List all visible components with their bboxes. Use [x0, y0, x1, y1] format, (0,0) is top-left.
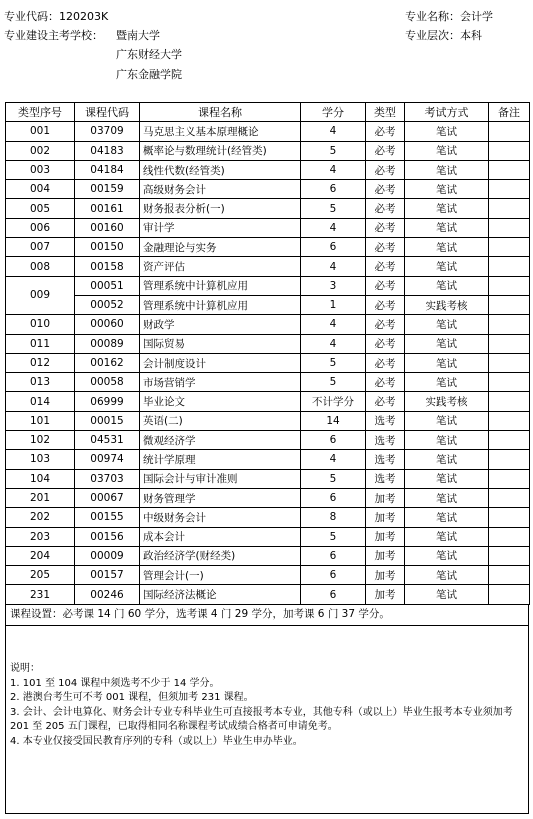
code-cell: 00015 [75, 411, 140, 430]
remark-cell [489, 373, 530, 392]
name-cell: 毕业论文 [140, 392, 301, 411]
code-cell: 03703 [75, 469, 140, 488]
seq-cell: 104 [6, 469, 75, 488]
name-cell: 马克思主义基本原理概论 [140, 122, 301, 141]
exam-cell: 笔试 [405, 160, 489, 179]
table-row [6, 160, 530, 179]
credit-cell: 3 [301, 276, 366, 295]
exam-cell: 笔试 [405, 488, 489, 507]
type-cell: 选考 [366, 450, 405, 469]
column-header: 类型序号 [6, 103, 75, 122]
major-code: 专业代码：120203K [4, 10, 109, 23]
credit-cell: 6 [301, 431, 366, 450]
code-cell: 00052 [75, 295, 140, 314]
remark-cell [489, 238, 530, 257]
seq-cell: 001 [6, 122, 75, 141]
code-cell: 00051 [75, 276, 140, 295]
remark-cell [489, 431, 530, 450]
credit-cell: 4 [301, 122, 366, 141]
code-cell: 04184 [75, 160, 140, 179]
name-cell: 财政学 [140, 315, 301, 334]
name-cell: 市场营销学 [140, 373, 301, 392]
seq-cell: 231 [6, 585, 75, 604]
seq-cell: 005 [6, 199, 75, 218]
remark-cell [489, 160, 530, 179]
name-cell: 高级财务会计 [140, 180, 301, 199]
remark-cell [489, 295, 530, 314]
exam-cell: 笔试 [405, 373, 489, 392]
name-cell: 财务报表分析(一) [140, 199, 301, 218]
name-cell: 资产评估 [140, 257, 301, 276]
remark-cell [489, 141, 530, 160]
name-cell: 微观经济学 [140, 431, 301, 450]
code-cell: 00157 [75, 566, 140, 585]
exam-cell: 笔试 [405, 469, 489, 488]
type-cell: 必考 [366, 373, 405, 392]
table-row [6, 508, 530, 527]
type-cell: 必考 [366, 199, 405, 218]
credit-cell: 6 [301, 585, 366, 604]
column-header: 学分 [301, 103, 366, 122]
table-row [6, 295, 530, 314]
column-header: 课程名称 [140, 103, 301, 122]
type-cell: 加考 [366, 546, 405, 565]
type-cell: 选考 [366, 469, 405, 488]
seq-cell: 010 [6, 315, 75, 334]
note-item: 3. 会计、会计电算化、财务会计专业专科毕业生可直接报考本专业，其他专科（或以上）毕业生报考本专业须加考 201 至 205 五门课程，已取得相同名称课程考试成绩合格者可申请免考。 [10, 706, 513, 732]
credit-cell: 5 [301, 373, 366, 392]
type-cell: 必考 [366, 257, 405, 276]
table-row [6, 566, 530, 585]
seq-cell: 204 [6, 546, 75, 565]
seq-cell: 203 [6, 527, 75, 546]
code-cell: 00974 [75, 450, 140, 469]
exam-cell: 笔试 [405, 218, 489, 237]
school-3: 广东金融学院 [116, 68, 182, 81]
column-header: 备注 [489, 103, 530, 122]
seq-cell: 006 [6, 218, 75, 237]
name-cell: 中级财务会计 [140, 508, 301, 527]
seq-cell: 101 [6, 411, 75, 430]
table-row [6, 488, 530, 507]
table-row [6, 141, 530, 160]
code-cell: 06999 [75, 392, 140, 411]
name-cell: 概率论与数理统计(经管类) [140, 141, 301, 160]
credit-cell: 5 [301, 141, 366, 160]
exam-cell: 笔试 [405, 257, 489, 276]
table-row [6, 527, 530, 546]
school-1: 暨南大学 [116, 29, 160, 42]
exam-cell: 笔试 [405, 334, 489, 353]
table-row [6, 180, 530, 199]
exam-cell: 笔试 [405, 585, 489, 604]
remark-cell [489, 218, 530, 237]
name-cell: 管理系统中计算机应用 [140, 276, 301, 295]
exam-cell: 笔试 [405, 546, 489, 565]
credit-cell: 14 [301, 411, 366, 430]
type-cell: 必考 [366, 353, 405, 372]
type-cell: 必考 [366, 141, 405, 160]
exam-cell: 笔试 [405, 566, 489, 585]
table-row [6, 450, 530, 469]
table-row [6, 276, 530, 295]
code-cell: 00162 [75, 353, 140, 372]
table-row [6, 392, 530, 411]
name-cell: 金融理论与实务 [140, 238, 301, 257]
credit-cell: 6 [301, 180, 366, 199]
code-cell: 00009 [75, 546, 140, 565]
type-cell: 必考 [366, 160, 405, 179]
credit-cell: 6 [301, 238, 366, 257]
code-cell: 04183 [75, 141, 140, 160]
exam-cell: 笔试 [405, 431, 489, 450]
type-cell: 加考 [366, 566, 405, 585]
type-cell: 必考 [366, 315, 405, 334]
seq-cell: 009 [6, 276, 75, 315]
remark-cell [489, 546, 530, 565]
credit-cell: 5 [301, 469, 366, 488]
exam-cell: 笔试 [405, 141, 489, 160]
name-cell: 国际会计与审计准则 [140, 469, 301, 488]
table-row [6, 469, 530, 488]
course-table [5, 102, 530, 605]
remark-cell [489, 527, 530, 546]
remark-cell [489, 488, 530, 507]
note-item: 2. 港澳台考生可不考 001 课程，但须加考 231 课程。 [10, 692, 254, 703]
code-cell: 00089 [75, 334, 140, 353]
column-header: 类型 [366, 103, 405, 122]
column-header: 课程代码 [75, 103, 140, 122]
credit-cell: 4 [301, 334, 366, 353]
remark-cell [489, 585, 530, 604]
name-cell: 管理会计(一) [140, 566, 301, 585]
exam-cell: 实践考核 [405, 392, 489, 411]
credit-cell: 8 [301, 508, 366, 527]
table-row [6, 238, 530, 257]
code-cell: 00156 [75, 527, 140, 546]
remark-cell [489, 392, 530, 411]
course-summary: 课程设置：必考课 14 门 60 学分，选考课 4 门 29 学分，加考课 6 门 37 学分。 [10, 608, 390, 620]
name-cell: 国际经济法概论 [140, 585, 301, 604]
type-cell: 选考 [366, 411, 405, 430]
code-cell: 00160 [75, 218, 140, 237]
name-cell: 会计制度设计 [140, 353, 301, 372]
exam-cell: 笔试 [405, 180, 489, 199]
credit-cell: 4 [301, 218, 366, 237]
seq-cell: 013 [6, 373, 75, 392]
credit-cell: 4 [301, 315, 366, 334]
remark-cell [489, 257, 530, 276]
seq-cell: 205 [6, 566, 75, 585]
remark-cell [489, 276, 530, 295]
table-row [6, 546, 530, 565]
type-cell: 必考 [366, 295, 405, 314]
code-cell: 00161 [75, 199, 140, 218]
type-cell: 必考 [366, 122, 405, 141]
table-row [6, 334, 530, 353]
table-header-row [6, 103, 530, 122]
note-item: 1. 101 至 104 课程中须选考不少于 14 学分。 [10, 677, 220, 689]
exam-cell: 笔试 [405, 315, 489, 334]
credit-cell: 4 [301, 450, 366, 469]
name-cell: 管理系统中计算机应用 [140, 295, 301, 314]
code-cell: 00159 [75, 180, 140, 199]
column-header: 考试方式 [405, 103, 489, 122]
code-cell: 00246 [75, 585, 140, 604]
type-cell: 选考 [366, 431, 405, 450]
remark-cell [489, 122, 530, 141]
exam-cell: 笔试 [405, 199, 489, 218]
name-cell: 线性代数(经管类) [140, 160, 301, 179]
credit-cell: 5 [301, 199, 366, 218]
table-row [6, 257, 530, 276]
type-cell: 必考 [366, 276, 405, 295]
remark-cell [489, 508, 530, 527]
exam-cell: 笔试 [405, 353, 489, 372]
name-cell: 统计学原理 [140, 450, 301, 469]
credit-cell: 6 [301, 488, 366, 507]
note-item: 4. 本专业仅接受国民教育序列的专科（或以上）毕业生申办毕业。 [10, 735, 303, 747]
seq-cell: 002 [6, 141, 75, 160]
notes-section [10, 662, 524, 749]
exam-cell: 笔试 [405, 238, 489, 257]
name-cell: 成本会计 [140, 527, 301, 546]
name-cell: 国际贸易 [140, 334, 301, 353]
table-row [6, 373, 530, 392]
type-cell: 加考 [366, 585, 405, 604]
schools-label: 专业建设主考学校： [4, 29, 103, 42]
exam-cell: 笔试 [405, 122, 489, 141]
major-name: 专业名称：会计学 [405, 10, 493, 23]
credit-cell: 5 [301, 527, 366, 546]
seq-cell: 201 [6, 488, 75, 507]
seq-cell: 014 [6, 392, 75, 411]
code-cell: 00067 [75, 488, 140, 507]
name-cell: 政治经济学(财经类) [140, 546, 301, 565]
remark-cell [489, 353, 530, 372]
type-cell: 必考 [366, 238, 405, 257]
credit-cell: 1 [301, 295, 366, 314]
remark-cell [489, 450, 530, 469]
type-cell: 加考 [366, 527, 405, 546]
table-row [6, 122, 530, 141]
code-cell: 00155 [75, 508, 140, 527]
code-cell: 00158 [75, 257, 140, 276]
remark-cell [489, 315, 530, 334]
seq-cell: 103 [6, 450, 75, 469]
seq-cell: 012 [6, 353, 75, 372]
divider [6, 625, 528, 626]
type-cell: 必考 [366, 392, 405, 411]
type-cell: 必考 [366, 180, 405, 199]
code-cell: 03709 [75, 122, 140, 141]
table-row [6, 315, 530, 334]
table-row [6, 431, 530, 450]
remark-cell [489, 566, 530, 585]
seq-cell: 003 [6, 160, 75, 179]
seq-cell: 004 [6, 180, 75, 199]
remark-cell [489, 180, 530, 199]
table-row [6, 218, 530, 237]
school-2: 广东财经大学 [116, 48, 182, 61]
exam-cell: 实践考核 [405, 295, 489, 314]
exam-cell: 笔试 [405, 450, 489, 469]
seq-cell: 011 [6, 334, 75, 353]
type-cell: 加考 [366, 508, 405, 527]
table-row [6, 199, 530, 218]
major-level: 专业层次：本科 [405, 29, 482, 42]
type-cell: 必考 [366, 218, 405, 237]
remark-cell [489, 411, 530, 430]
code-cell: 04531 [75, 431, 140, 450]
credit-cell: 5 [301, 353, 366, 372]
seq-cell: 007 [6, 238, 75, 257]
name-cell: 审计学 [140, 218, 301, 237]
remark-cell [489, 469, 530, 488]
exam-cell: 笔试 [405, 276, 489, 295]
notes-box [5, 604, 529, 814]
type-cell: 必考 [366, 334, 405, 353]
name-cell: 财务管理学 [140, 488, 301, 507]
remark-cell [489, 334, 530, 353]
credit-cell: 6 [301, 546, 366, 565]
code-cell: 00058 [75, 373, 140, 392]
exam-cell: 笔试 [405, 411, 489, 430]
credit-cell: 6 [301, 566, 366, 585]
table-row [6, 585, 530, 604]
code-cell: 00150 [75, 238, 140, 257]
exam-cell: 笔试 [405, 508, 489, 527]
name-cell: 英语(二) [140, 411, 301, 430]
seq-cell: 008 [6, 257, 75, 276]
credit-cell: 不计学分 [301, 392, 366, 411]
code-cell: 00060 [75, 315, 140, 334]
exam-cell: 笔试 [405, 527, 489, 546]
seq-cell: 102 [6, 431, 75, 450]
type-cell: 加考 [366, 488, 405, 507]
remark-cell [489, 199, 530, 218]
credit-cell: 4 [301, 257, 366, 276]
notes-title: 说明： [10, 663, 40, 674]
table-row [6, 411, 530, 430]
seq-cell: 202 [6, 508, 75, 527]
table-row [6, 353, 530, 372]
credit-cell: 4 [301, 160, 366, 179]
